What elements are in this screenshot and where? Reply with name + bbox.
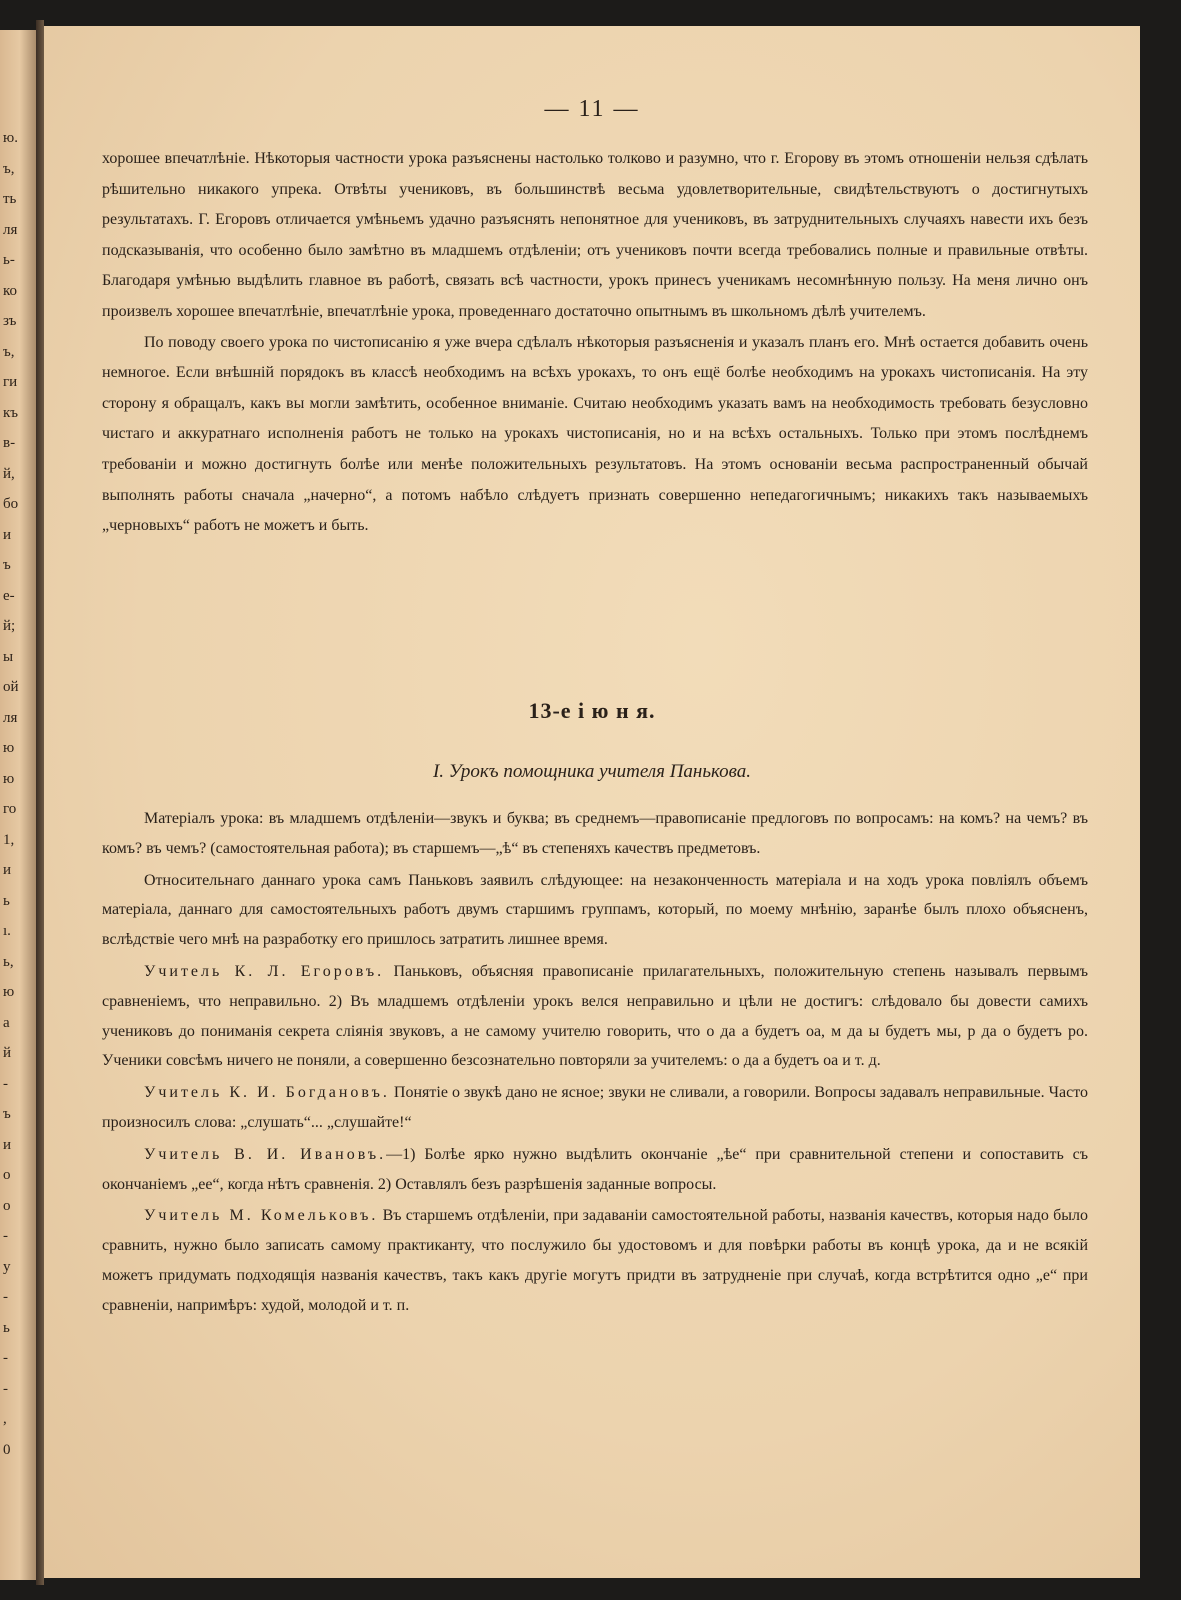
left-page-fragment: ъ, [3,343,15,360]
left-page-fragment: ги [3,374,18,390]
left-page-fragment: - [3,1350,8,1366]
left-page-fragment: ой [3,679,19,695]
left-page-fragment: ı. [3,923,11,939]
left-page-fragment: о [3,1167,11,1183]
paragraph-text: Матеріалъ урока: въ младшемъ отдѣленіи—звукъ и буква; въ среднемъ—правописаніе предлоговъ по вопросамъ: на комъ? на чемъ? въ комъ? въ чемъ? (самостоятельная работа); въ старшемъ—„ѣ“ въ степеняхъ качествъ предметовъ. [102,810,1088,857]
speaker-name: Учитель К. И. Богдановъ. [144,1084,390,1102]
left-page-fragment: ть [3,191,17,207]
left-page-fragment: и [3,526,12,543]
left-page-fragment: и [3,862,12,878]
paragraph [102,1140,1088,1200]
left-page-fragment: ъ [3,557,11,573]
left-page-fragment: го [3,801,17,817]
left-page-fragment: 0 [3,1441,11,1458]
left-page-fragment: ь, [3,953,14,970]
paragraph-text: —1) Болѣе ярко нужно выдѣлить окончаніе „ѣе“ при сравнительной степени и сопоставить съ окончаніемъ „ее“, когда нѣтъ сравненія. 2) Оставлялъ безъ разрѣшенія заданные вопросы. [102,1145,1089,1193]
left-page-fragment: ь [3,892,10,909]
left-page-fragment: ь- [3,252,15,268]
paragraph-text: Понятіе о звукѣ дано не ясное; звуки не сливали, а говорили. Вопросы задавалъ неправильные. Часто произносилъ слова: „слушать“... „слушайте!“ [102,1084,1088,1131]
speaker-name: Учитель В. И. Ивановъ. [144,1145,387,1163]
left-page-fragment: о [3,1197,11,1214]
left-page-fragment: ъ, [3,160,15,177]
left-page-fragment: 1, [3,831,15,848]
page-number: — 11 — [544,96,640,122]
left-page-fragment: и [3,1136,12,1153]
lesson-title: I. Урокъ помощника учителя Панькова. [432,761,752,782]
paragraph [102,1078,1088,1138]
paragraph [102,1201,1088,1320]
paragraph: По поводу своего урока по чистописанію я уже вчера сдѣлалъ нѣкоторыя разъясненія и указалъ планъ его. Мнѣ остается добавить очень немногое. Если внѣшній порядокъ въ классѣ необходимъ на всѣхъ урокахъ, то онъ ещё болѣе необходимъ на урокахъ чистописанія. На эту сторону я обращалъ, какъ вы могли замѣтить, особенное вниманіе. Считаю необходимъ указать вамъ на необходимость требовать безусловно чистаго и аккуратнаго исполненія работъ не только на урокахъ чистописанія, но и на всѣхъ остальныхъ. Только при этомъ послѣднемъ требованіи и можно достигнуть болѣе или менѣе положительныхъ результатовъ. На этомъ основаніи весьма распространенный обычай выполнять работы сначала „начерно“, а потомъ набѣло слѣдуетъ признать совершенно непедагогичнымъ; никакихъ такъ называемыхъ „черновыхъ“ работъ не можетъ и быть. [102,333,1088,535]
left-page-edge [0,30,36,1580]
left-page-fragment: е- [3,587,15,604]
left-page-fragment: й; [3,618,16,634]
book-spine [36,20,44,1585]
left-page-fragment: , [3,1411,7,1427]
section-title: 13-е і ю н я. [528,698,656,723]
left-page-fragment: ы [3,648,14,665]
paragraph [102,957,1088,1076]
left-page-fragment: - [3,1380,8,1397]
left-page-fragment: зъ [3,313,17,329]
left-page-fragment: ко [3,282,18,299]
left-page-fragment: - [3,1289,8,1305]
left-page-fragment: ю [3,740,15,756]
left-page-fragment: ю. [3,130,18,146]
left-page-fragment: бо [3,496,19,512]
left-page-fragment: в- [3,435,16,451]
left-page-fragment: ю [3,770,15,787]
body-text-top [102,144,1088,542]
speaker-name: Учитель К. Л. Егоровъ. [144,962,385,980]
left-page-fragment: а [3,1014,10,1031]
left-page-fragment: къ [3,404,19,421]
left-page-fragment: у [3,1258,11,1275]
paragraph-text: Паньковъ, объясняя правописаніе прилагательныхъ, положительную степень называлъ первымъ сравненіемъ, что неправильно. 2) Въ младшемъ отдѣленіи урокъ велся неправильно и цѣли не достигъ: слѣдовало бы довести самихъ учениковъ до пониманія секрета сліянія звуковъ, а не самому учителю говорить, что о да а будетъ оа, м да ы будетъ мы, р да о будетъ ро. Ученики совсѣмъ ничего не поняли, а совершенно безсознательно повторяли за учителемъ: о да а будетъ оа и т. д. [102,962,1089,1070]
left-page-fragment: ля [3,221,18,238]
left-page-fragment: - [3,1075,8,1092]
left-page-fragment: ю [3,984,15,1000]
left-page-fragment: - [3,1228,8,1244]
left-page-fragment: ля [3,709,18,726]
left-page-fragment: й, [3,465,15,482]
left-page-fragment: ь [3,1319,10,1336]
left-page-fragment: ъ [3,1106,11,1122]
paragraph: хорошее впечатлѣніе. Нѣкоторыя частности урока разъяснены настолько толково и разумно, что г. Егорову въ этомъ отношеніи нельзя сдѣлать рѣшительно никакого упрека. Отвѣты учениковъ, въ большинствѣ весьма удовлетворительные, свидѣтельствуютъ о достигнутыхъ результатахъ. Г. Егоровъ отличается умѣньемъ удачно разъяснять непонятное для учениковъ, въ затруднительныхъ случаяхъ навести ихъ безъ подсказыванія, что особенно было замѣтно въ младшемъ отдѣленіи; отъ учениковъ почти всегда требовались полные и правильные отвѣты. Благодаря умѣнью выдѣлить главное въ работѣ, связать всѣ частности, урокъ принесъ ученикамъ несомнѣнную пользу. На меня лично онъ произвелъ хорошее впечатлѣніе, впечатлѣніе урока, проведеннаго достаточно опытнымъ въ школьномъ дѣлѣ учителемъ. [102,150,1088,320]
paragraph-text: Въ старшемъ отдѣленіи, при задаваніи самостоятельной работы, названія качествъ, которыя надо было сравнить, нужно было записать самому практиканту, что послужило бы удостовомъ и для повѣрки работы въ концѣ урока, да и не всякій можетъ придумать подходящія названія качествъ, такъ какъ другіе могутъ придти въ затрудненіе при случаѣ, когда встрѣтится одно „е“ при сравненіи, напримѣръ: худой, молодой и т. п. [102,1207,1088,1314]
page [44,26,1140,1578]
body-text-bottom [102,804,1088,1321]
paragraph [102,804,1088,864]
paragraph-text: Относительнаго даннаго урока самъ Паньковъ заявилъ слѣдующее: на незаконченность матеріала и на ходъ урока повліялъ объемъ матеріала, даннаго для самостоятельныхъ работъ двумъ старшимъ группамъ, который, по моему мнѣнію, заранѣе былъ плохо объясненъ, вслѣдствіе чего мнѣ на разработку его пришлось затратить лишнее время. [102,871,1088,949]
left-page-fragment: й [3,1045,12,1061]
speaker-name: Учитель М. Комельковъ. [144,1207,379,1225]
paragraph [102,866,1088,955]
